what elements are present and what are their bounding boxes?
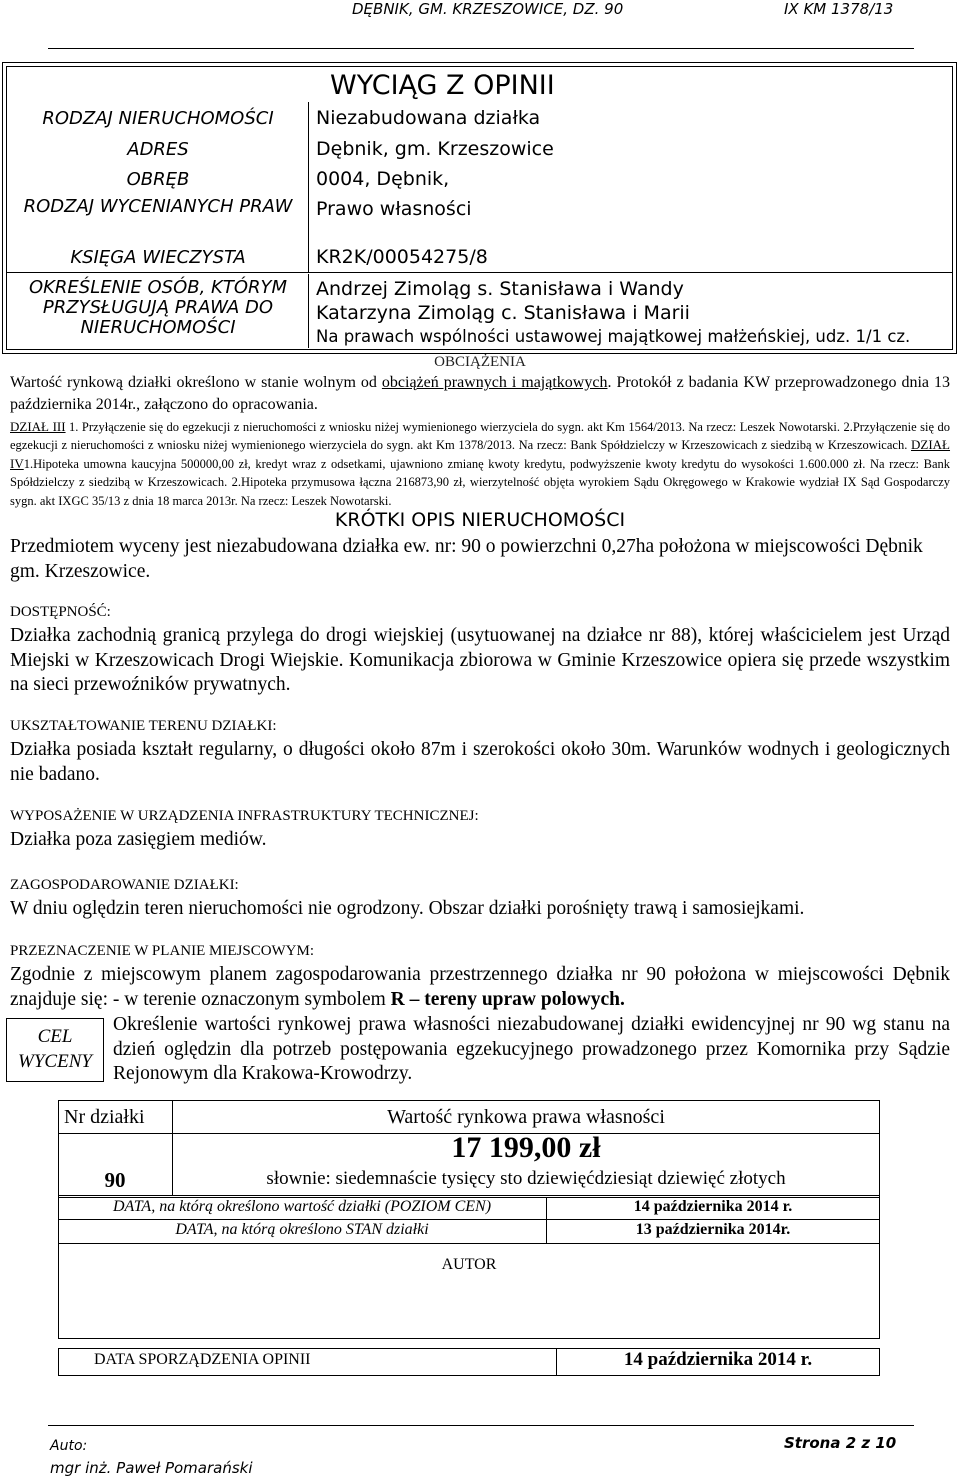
section-title-terrain: UKSZTAŁTOWANIE TERENU DZIAŁKI: xyxy=(10,718,277,734)
value-property-type: Niezabudowana działka xyxy=(316,107,541,129)
value-owners: Andrzej Zimoląg s. Stanisława i Wandy Katarzyna Zimoląg c. Stanisława i Marii Na prawach wspólności ustawowej majątkowej małżeńskiej, udz. 1/1 cz. xyxy=(316,278,911,346)
header-location: DĘBNIK, GM. KRZESZOWICE, DZ. 90 xyxy=(352,0,624,18)
col-plot-number: Nr działki xyxy=(64,1106,145,1128)
section-text-development: W dniu oględzin teren nieruchomości nie ogrodzony. Obszar działki porośnięty trawą i samosiejkami. xyxy=(10,898,805,919)
section-title-development: ZAGOSPODAROWANIE DZIAŁKI: xyxy=(10,877,239,893)
section-text-infrastructure: Działka poza zasięgiem mediów. xyxy=(10,829,267,850)
label-property-type: RODZAJ NIERUCHOMOŚCI xyxy=(42,108,274,129)
footer-author-label: Auto: xyxy=(50,1438,88,1454)
label-land-register: KSIĘGA WIECZYSTA xyxy=(70,247,246,268)
prepared-date: 14 października 2014 r. xyxy=(623,1349,813,1370)
purpose-label: CEL WYCENY xyxy=(18,1026,92,1072)
footer-page-number: Strona 2 z 10 xyxy=(784,1434,897,1452)
date-price-label: DATA, na którą określono wartość działki (POZIOM CEN) xyxy=(112,1198,492,1215)
header-rule xyxy=(48,48,914,49)
label-precinct: OBRĘB xyxy=(126,169,190,190)
header-case-number: IX KM 1378/13 xyxy=(784,0,894,18)
dzial-iv-label: DZIAŁ IV xyxy=(10,437,951,471)
date-price-value: 14 października 2014 r. xyxy=(633,1198,793,1215)
section-text-accessibility: Działka zachodnią granicą przylega do drogi wiejskiej (usytuowanej na działce nr 88), której właścicielem jest Urząd Miejski w Krzeszowicach Drogi Wiejskie. Komunikacja zbiorowa w Gminie Krzeszowice opiera się przede wszystkim na sieci przewoźników prywatnych. xyxy=(10,625,950,695)
purpose-text: Określenie wartości rynkowej prawa własności niezabudowanej działki ewidencyjnej nr 90 wg stanu na dzień oględzin dla potrzeb postępowania egzekucyjnego prowadzonego przez Komornika przy Sądzie Rejonowym dla Krakowa-Krowodrzy. xyxy=(113,1014,950,1084)
value-precinct: 0004, Dębnik, xyxy=(316,168,450,190)
section-title-zoning: PRZEZNACZENIE W PLANIE MIEJSCOWYM: xyxy=(10,943,315,959)
footer-author-name: mgr inż. Paweł Pomarański xyxy=(50,1459,253,1477)
value-rights-type: Prawo własności xyxy=(316,198,472,220)
summary-title: WYCIĄG Z OPINII xyxy=(330,70,555,101)
section-title-accessibility: DOSTĘPNOŚĆ: xyxy=(10,604,111,620)
date-state-label: DATA, na którą określono STAN działki xyxy=(175,1221,429,1238)
description-heading: KRÓTKI OPIS NIERUCHOMOŚCI xyxy=(334,509,626,531)
market-value-words: słownie: siedemnaście tysięcy sto dziewięćdziesiąt dziewięć złotych xyxy=(266,1168,786,1189)
dzial-iii-label: DZIAŁ III xyxy=(10,419,66,434)
section-text-zoning: Zgodnie z miejscowym planem zagospodarowania przestrzennego działka nr 90 położona w miejscowości Dębnik znajduje się: - w terenie oznaczonym symbolem R – tereny upraw polowych. xyxy=(10,964,950,1010)
encumbrances-paragraph: Wartość rynkową działki określono w stanie wolnym od obciążeń prawnych i majątkowych. Protokół z badania KW przeprowadzonego dnia 13 października 2014r., załączono do opracowania. xyxy=(10,374,951,413)
label-rights-type: RODZAJ WYCENIANYCH PRAW xyxy=(23,196,293,217)
author-label: AUTOR xyxy=(441,1256,497,1273)
prepared-label: DATA SPORZĄDZENIA OPINII xyxy=(94,1351,311,1368)
label-address: ADRES xyxy=(127,139,189,160)
plot-number: 90 xyxy=(104,1168,126,1192)
section-text-terrain: Działka posiada kształt regularny, o długości około 87m i szerokości około 30m. Warunków wodnych i geologicznych nie badano. xyxy=(10,739,950,785)
encumbrances-heading: OBCIĄŻENIA xyxy=(434,354,526,370)
label-owners: OKREŚLENIE OSÓB, KTÓRYM PRZYSŁUGUJĄ PRAWA DO NIERUCHOMOŚCI xyxy=(28,277,288,338)
encumbrances-details: DZIAŁ III 1. Przyłączenie się do egzekucji z nieruchomości z wniosku niżej wymienionego wierzyciela do sygn. akt Km 1564/2013. Na rzecz: Leszek Nowotarski. 2.Przyłączenie się do egzekucji z nieruchomości z wniosku niżej wymienionego wierzyciela do sygn. akt Km 1378/2013. Na rzecz: Bank Spółdzielczy w Krzeszowicach z siedzibą w Krzeszowicach. DZIAŁ IV1.Hipoteka umowna kaucyjna 500000,00 zł, kredyt wraz z odsetkami, ujawniono zmianę kwoty kredytu, podwyższenie kwoty kredytu do wysokości 1.600.000 zł. Na rzecz: Bank Spółdzielczy z siedzibą w Krzeszowicach. 2.Hipoteka przymusowa łączna 216873,90 zł, wierzytelność objęta wyrokiem Sądu Okręgowego w Krakowie wydział IX Sąd Gospodarczy sygn. akt IXGC 35/13 z dnia 18 marca 2013r. Na rzecz: Leszek Nowotarski. xyxy=(10,419,951,508)
market-value-amount: 17 199,00 zł xyxy=(451,1131,601,1164)
value-land-register: KR2K/00054275/8 xyxy=(316,246,488,268)
date-state-value: 13 października 2014r. xyxy=(635,1221,791,1238)
section-title-infrastructure: WYPOSAŻENIE W URZĄDZENIA INFRASTRUKTURY TECHNICZNEJ: xyxy=(10,808,479,824)
description-intro: Przedmiotem wyceny jest niezabudowana działka ew. nr: 90 o powierzchni 0,27ha położona w miejscowości Dębnik gm. Krzeszowice. xyxy=(10,536,923,582)
footer-rule xyxy=(48,1425,914,1426)
col-market-value: Wartość rynkowa prawa własności xyxy=(387,1106,665,1128)
value-address: Dębnik, gm. Krzeszowice xyxy=(316,138,554,160)
